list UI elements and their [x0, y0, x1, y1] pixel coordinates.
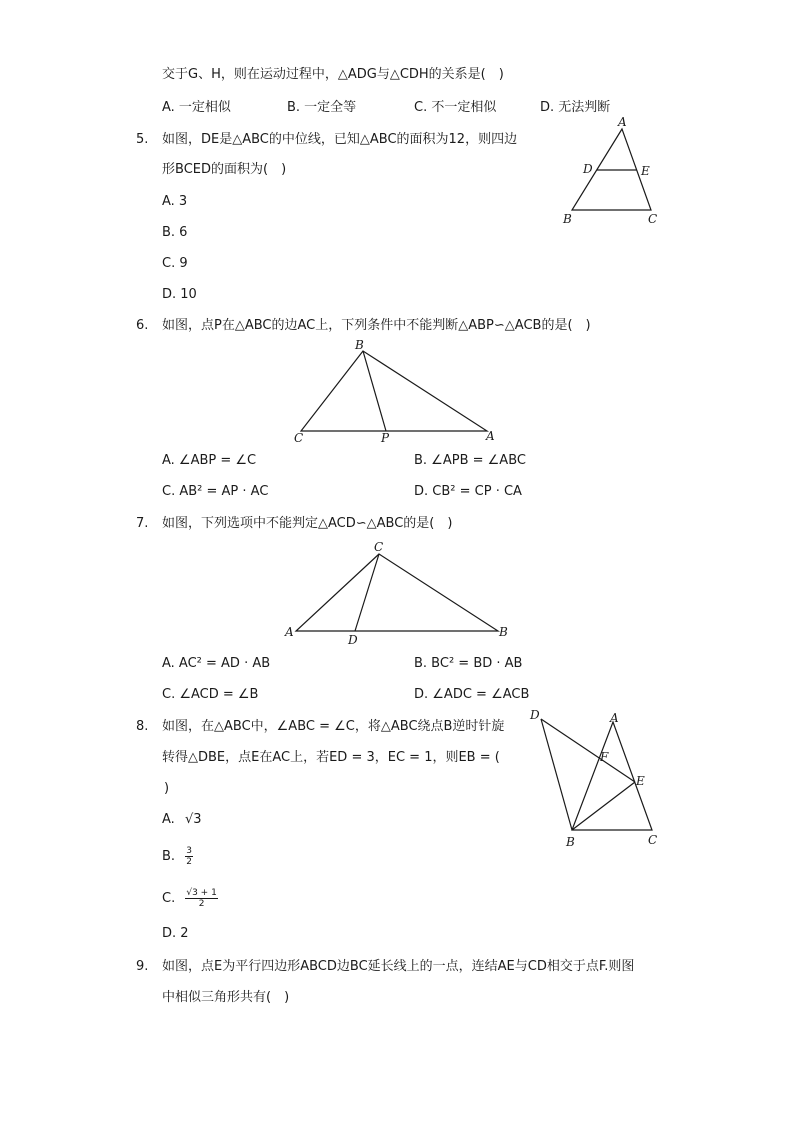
q6-triangle-abc [301, 351, 487, 431]
q6-option-a: A. ∠ABP = ∠C [162, 453, 257, 468]
q8-option-b-prefix: B. [162, 849, 176, 864]
q7-option-a: A. AC² = AD · AB [162, 656, 271, 671]
q8-rotation-figure [526, 705, 666, 855]
q5-option-d: D. 10 [162, 287, 197, 302]
q7-option-c: C. ∠ACD = ∠B [162, 687, 259, 702]
q5-option-a: A. 3 [162, 194, 188, 209]
q8-label-e: E [636, 774, 645, 788]
q8-segment-db [541, 719, 572, 830]
q5-label-e: E [641, 164, 650, 178]
q7-label-c: C [374, 540, 384, 554]
q8-option-a-prefix: A. [162, 812, 175, 827]
q5-label-c: C [648, 212, 658, 226]
q7-option-b: B. BC² = BD · AB [414, 656, 523, 671]
q7-number: 7. [136, 516, 149, 531]
q6-label-b: B [355, 338, 364, 352]
q5-stem-line2: 形BCED的面积为( ) [162, 162, 287, 177]
q8-stem-line2: 转得△DBE，点E在AC上，若ED = 3，EC = 1，则EB = ( [162, 750, 500, 765]
q5-option-b: B. 6 [162, 225, 188, 240]
q9-stem-line1: 如图，点E为平行四边形ABCD边BC延长线上的一点，连结AE与CD相交于点F.则图 [162, 959, 635, 974]
q8-number: 8. [136, 719, 149, 734]
q8-stem-line1: 如图，在△ABC中，∠ABC = ∠C，将△ABC绕点B逆时针旋 [162, 719, 505, 734]
q4-option-a: A. 一定相似 [162, 100, 231, 115]
q5-label-a: A [618, 115, 627, 129]
q8-option-b-numerator: 3 [186, 846, 192, 856]
q7-triangle-figure [282, 537, 522, 647]
q6-triangle-figure [290, 338, 510, 448]
q8-segment-de [541, 719, 635, 782]
q8-option-b-fraction [185, 846, 193, 867]
q8-option-b [162, 846, 193, 867]
q7-label-b: B [499, 625, 508, 639]
q7-triangle-abc [296, 554, 498, 631]
q8-option-c-numerator: √3 + 1 [186, 888, 217, 898]
q9-number: 9. [136, 959, 149, 974]
q8-label-a: A [610, 711, 619, 725]
q8-label-f: F [600, 750, 609, 764]
q6-number: 6. [136, 318, 149, 333]
q8-option-a [162, 811, 202, 829]
q6-option-c: C. AB² = AP · AC [162, 484, 269, 499]
q4-option-b: B. 一定全等 [287, 100, 357, 115]
q6-option-d: D. CB² = CP · CA [414, 484, 522, 499]
q5-stem-line1: 如图，DE是△ABC的中位线，已知△ABC的面积为12，则四边 [162, 132, 518, 147]
q8-option-c-fraction [185, 888, 217, 909]
q8-option-c-denominator: 2 [198, 899, 205, 909]
q5-label-b: B [563, 212, 572, 226]
q8-option-c-prefix: C. [162, 891, 176, 906]
q5-number: 5. [136, 132, 149, 147]
q5-option-c: C. 9 [162, 256, 188, 271]
q8-option-b-denominator: 2 [186, 857, 192, 867]
q5-label-d: D [583, 162, 593, 176]
q6-label-p: P [381, 431, 390, 445]
q6-stem: 如图，点P在△ABC的边AC上，下列条件中不能判断△ABP∽△ACB的是( ) [162, 318, 591, 333]
q9-stem-line2: 中相似三角形共有( ) [162, 990, 290, 1005]
q8-label-c: C [648, 833, 658, 847]
q8-option-a-value: √3 [184, 812, 202, 827]
q6-option-b: B. ∠APB = ∠ABC [414, 453, 526, 468]
q8-label-b: B [566, 835, 575, 849]
q7-label-d: D [348, 633, 358, 647]
q8-label-d: D [530, 708, 540, 722]
q8-option-c [162, 888, 218, 909]
q5-triangle-figure [555, 115, 670, 230]
q4-option-d: D. 无法判断 [540, 100, 611, 115]
q6-label-c: C [294, 431, 304, 445]
q7-label-a: A [285, 625, 294, 639]
q7-option-d: D. ∠ADC = ∠ACB [414, 687, 530, 702]
q8-stem-line3: ) [164, 781, 170, 796]
q4-stem-continuation: 交于G、H，则在运动过程中，△ADG与△CDH的关系是( ) [162, 67, 504, 82]
q8-option-d: D. 2 [162, 926, 189, 941]
q6-label-a: A [486, 429, 495, 443]
q7-stem: 如图，下列选项中不能判定△ACD∽△ABC的是( ) [162, 516, 453, 531]
q4-option-c: C. 不一定相似 [414, 100, 497, 115]
